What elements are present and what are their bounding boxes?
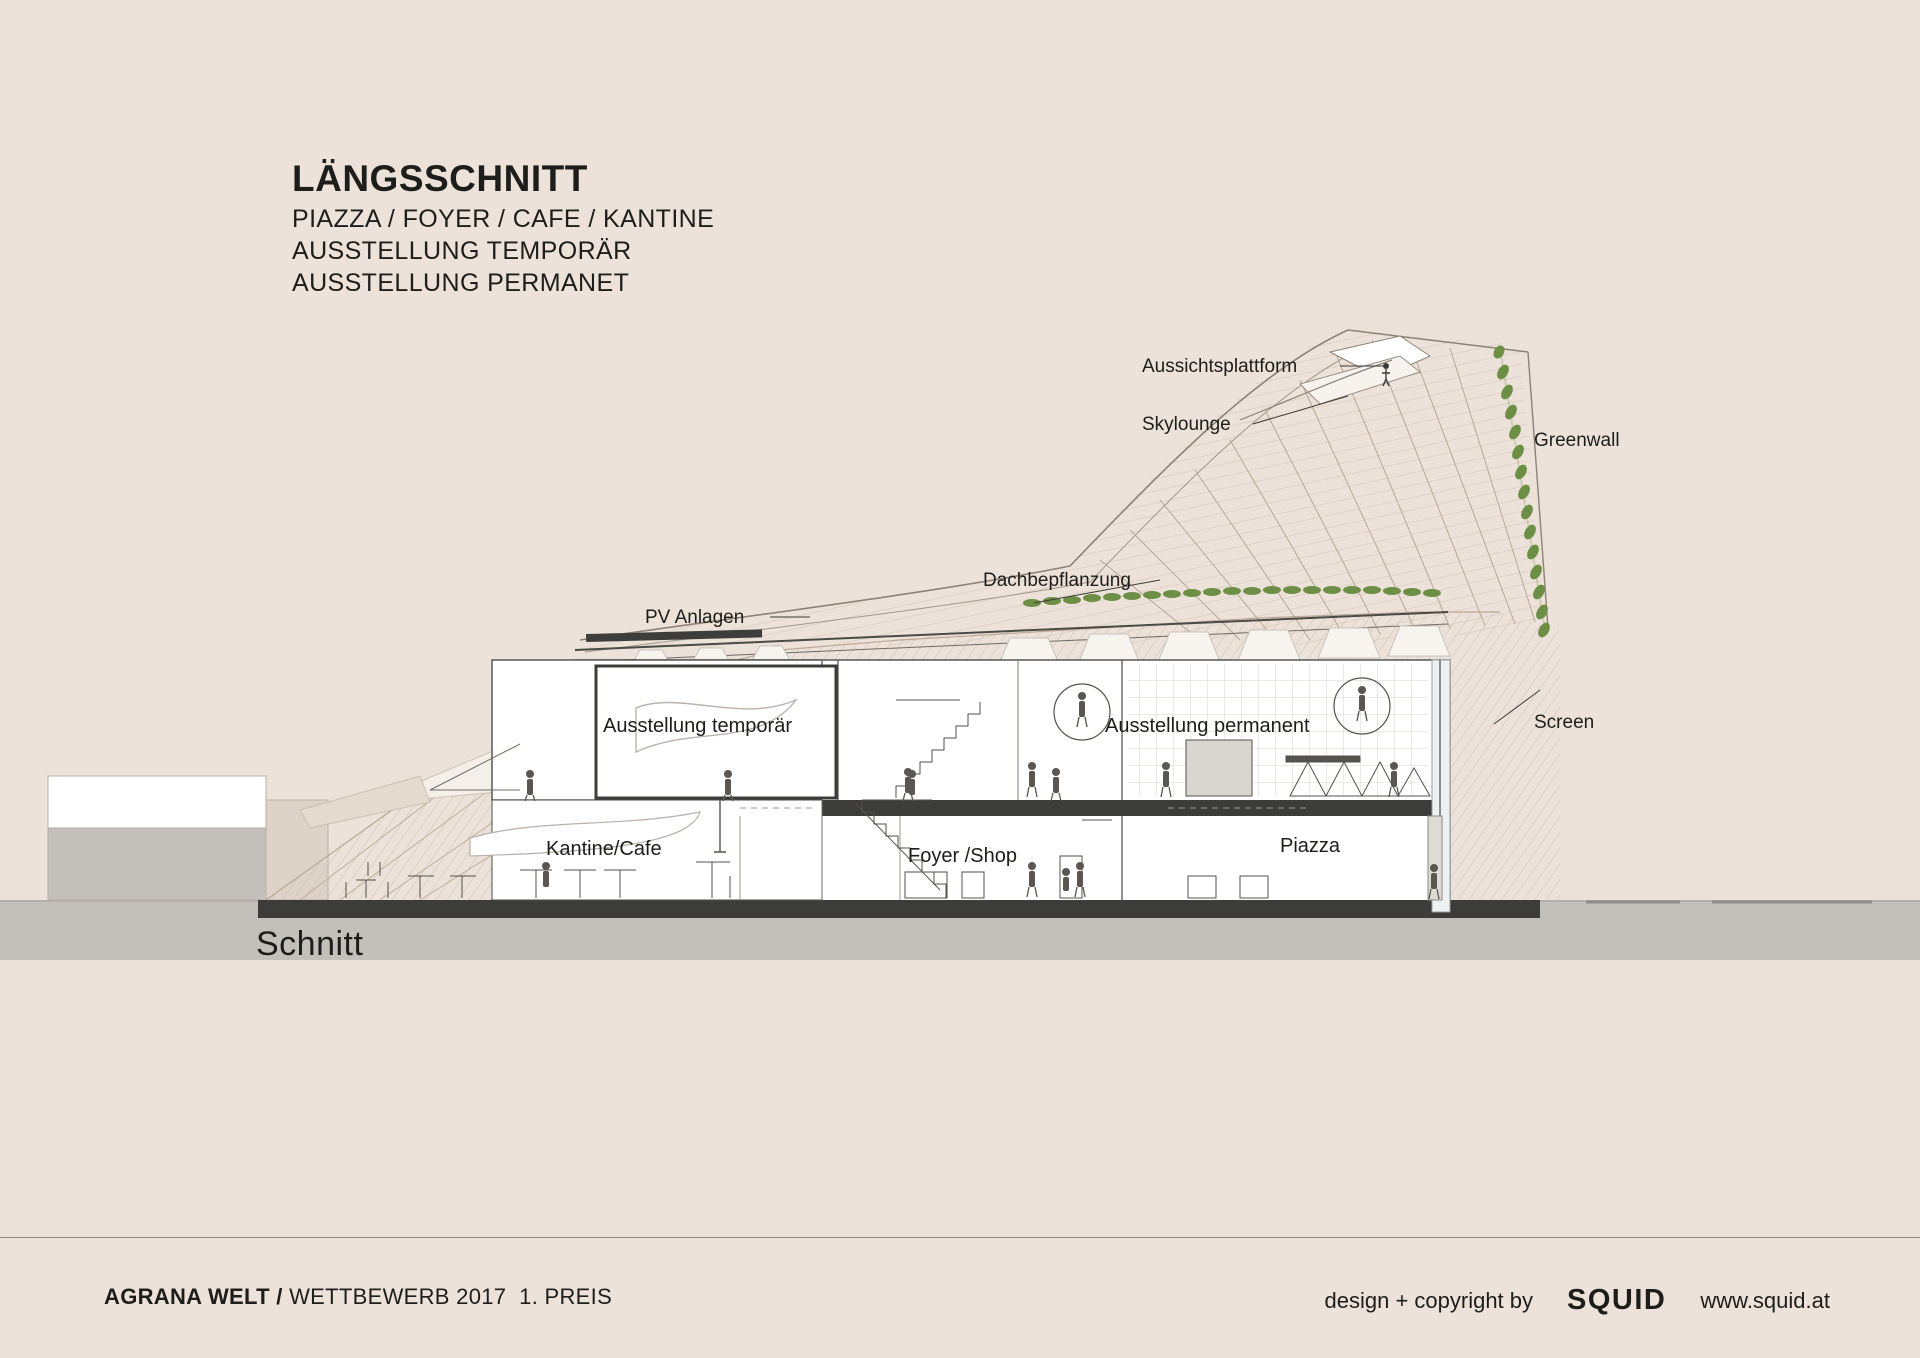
room-label-ausstellung-permanent: Ausstellung permanent <box>1105 715 1310 737</box>
title-subline-1: PIAZZA / FOYER / CAFE / KANTINE <box>292 204 715 233</box>
annotation-aussichtsplattform: Aussichtsplattform <box>1142 356 1298 377</box>
footer <box>0 1237 1920 1358</box>
room-label-ausstellung-temporaer: Ausstellung temporär <box>603 715 792 737</box>
ground-slab <box>258 900 1540 918</box>
annotation-dachbepflanzung: Dachbepflanzung <box>983 570 1131 591</box>
section-caption: Schnitt <box>256 925 364 963</box>
squid-logo: SQUID <box>1567 1284 1667 1316</box>
room-label-foyer-shop: Foyer /Shop <box>908 845 1017 867</box>
footer-website[interactable]: www.squid.at <box>1700 1287 1830 1313</box>
footer-separator: / <box>276 1284 283 1309</box>
page-title: LÄNGSSCHNITT <box>292 158 588 199</box>
footer-left-text <box>104 1284 612 1310</box>
footer-right-text <box>1325 1284 1831 1317</box>
footer-credit: design + copyright by <box>1324 1287 1534 1313</box>
room-label-kantine-cafe: Kantine/Cafe <box>546 838 662 860</box>
footer-project: AGRANA WELT <box>104 1284 270 1309</box>
annotation-skylounge: Skylounge <box>1142 414 1231 435</box>
roof-structure <box>580 330 1548 652</box>
annotation-greenwall: Greenwall <box>1534 430 1620 451</box>
annotation-pv-anlagen: PV Anlagen <box>645 607 745 628</box>
footer-prize: 1. PREIS <box>519 1284 613 1309</box>
left-background-buildings <box>48 776 328 900</box>
title-subline-2: AUSSTELLUNG TEMPORÄR <box>292 236 632 265</box>
room-label-piazza: Piazza <box>1280 835 1341 857</box>
footer-competition: WETTBEWERB 2017 <box>289 1284 507 1309</box>
title-subline-3: AUSSTELLUNG PERMANET <box>292 268 630 297</box>
annotation-screen: Screen <box>1534 712 1595 733</box>
